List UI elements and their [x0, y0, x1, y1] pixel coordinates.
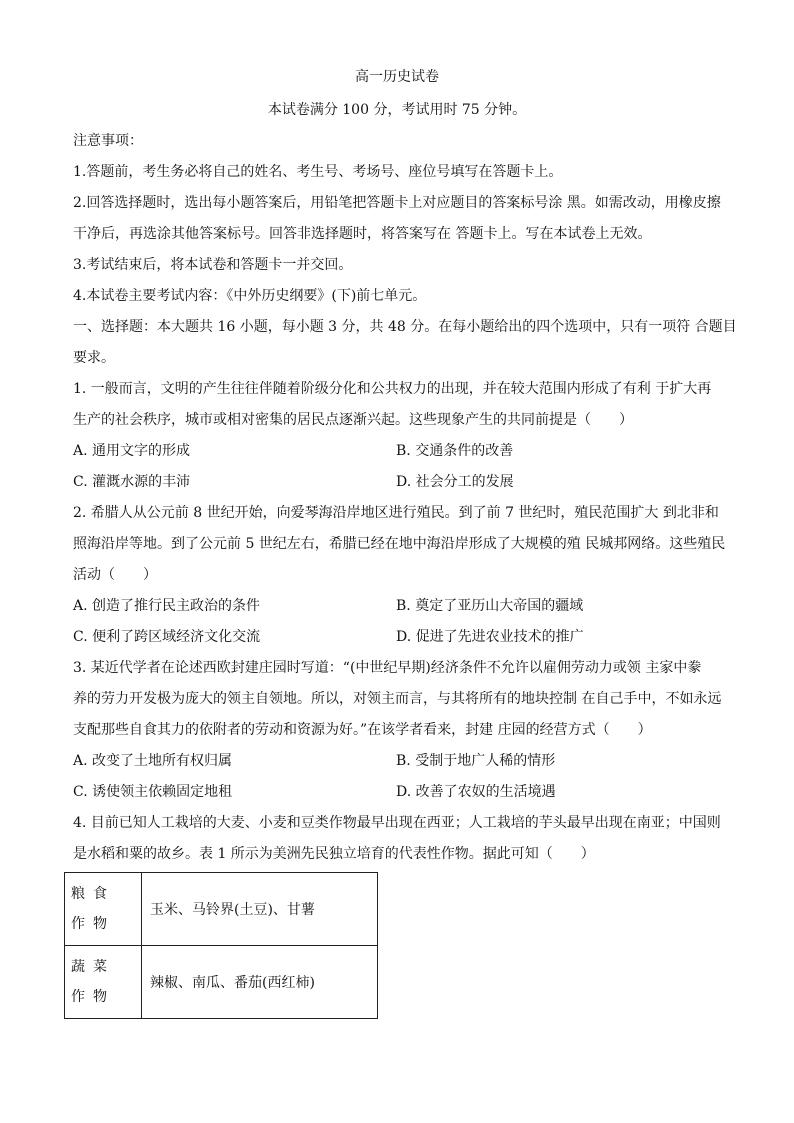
question-2-text: 活动（ ） — [73, 567, 157, 583]
notice-item: 4.本试卷主要考试内容：《中外历史纲要》(下)前七单元。 — [73, 288, 427, 304]
question-3-option-b: B. 受制于地广人稀的情形 — [396, 753, 556, 769]
question-3-option-a: A. 改变了土地所有权归属 — [73, 753, 233, 769]
question-4-text: 是水稻和粟的故乡。表 1 所示为美洲先民独立培育的代表性作物。据此可知（ ） — [73, 846, 595, 862]
crop-table — [64, 872, 378, 1019]
question-1-text: 生产的社会秩序，城市或相对密集的居民点逐渐兴起。这些现象产生的共同前提是（ ） — [73, 412, 633, 428]
crop-category: 粮食作物 — [65, 873, 142, 946]
notice-item: 3.考试结束后，将本试卷和答题卡一并交回。 — [73, 257, 353, 273]
notice-heading: 注意事项： — [73, 133, 143, 149]
crop-list: 玉米、马铃界(土豆)、甘薯 — [142, 873, 378, 946]
page-subtitle: 本试卷满分 100 分，考试用时 75 分钟。 — [267, 102, 527, 118]
question-2-option-d: D. 促进了先进农业技术的推广 — [396, 629, 584, 645]
notice-item: 干净后，再选涂其他答案标号。回答非选择题时，将答案写在 答题卡上。写在本试卷上无效。 — [73, 226, 652, 242]
question-4-text: 4. 目前已知人工栽培的大麦、小麦和豆类作物最早出现在西亚；人工栽培的芋头最早出现在南亚；中国则 — [73, 815, 721, 831]
question-3-text: 3. 某近代学者在论述西欧封建庄园时写道：“(中世纪早期)经济条件不允许以雇佣劳动力或领 主家中豢 — [73, 660, 702, 676]
question-1-option-b: B. 交通条件的改善 — [396, 443, 514, 459]
question-2-option-a: A. 创造了推行民主政治的条件 — [73, 598, 261, 614]
crop-category: 蔬菜作物 — [65, 946, 142, 1019]
question-3-text: 养的劳力开发极为庞大的领主自领地。所以，对领主而言，与其将所有的地块控制 在自己手中，不如永远 — [73, 691, 722, 707]
question-1-option-d: D. 社会分工的发展 — [396, 474, 514, 490]
page-title: 高一历史试卷 — [355, 69, 439, 85]
section-instructions: 要求。 — [73, 350, 115, 366]
table-row — [65, 946, 378, 1019]
question-3-text: 支配那些自食其力的依附者的劳动和资源为好。”在该学者看来，封建 庄园的经营方式（ ） — [73, 722, 652, 738]
notice-item: 2.回答选择题时，选出每小题答案后，用铅笔把答题卡上对应题目的答案标号涂 黑。如需改动，用橡皮擦 — [73, 195, 721, 211]
question-1-option-a: A. 通用文字的形成 — [73, 443, 191, 459]
question-3-option-d: D. 改善了农奴的生活境遇 — [396, 784, 556, 800]
question-3-option-c: C. 诱使领主依赖固定地租 — [73, 784, 233, 800]
crop-list: 辣椒、南瓜、番茄(西红柿) — [142, 946, 378, 1019]
question-2-option-b: B. 奠定了亚历山大帝国的疆域 — [396, 598, 584, 614]
question-1-text: 1. 一般而言，文明的产生往往伴随着阶级分化和公共权力的出现，并在较大范围内形成了有利 于扩大再 — [73, 381, 712, 397]
question-2-option-c: C. 便利了跨区域经济文化交流 — [73, 629, 261, 645]
question-2-text: 2. 希腊人从公元前 8 世纪开始，向爱琴海沿岸地区进行殖民。到了前 7 世纪时，殖民范围扩大 到北非和 — [73, 505, 719, 521]
section-instructions: 一、选择题：本大题共 16 小题，每小题 3 分，共 48 分。在每小题给出的四个选项中，只有一项符 合题目 — [73, 319, 737, 335]
question-2-text: 照海沿岸等地。到了公元前 5 世纪左右，希腊已经在地中海沿岸形成了大规模的殖 民城邦网络。这些殖民 — [73, 536, 726, 552]
notice-item: 1.答题前，考生务必将自己的姓名、考生号、考场号、座位号填写在答题卡上。 — [73, 164, 563, 180]
table-row — [65, 873, 378, 946]
question-1-option-c: C. 灌溉水源的丰沛 — [73, 474, 191, 490]
